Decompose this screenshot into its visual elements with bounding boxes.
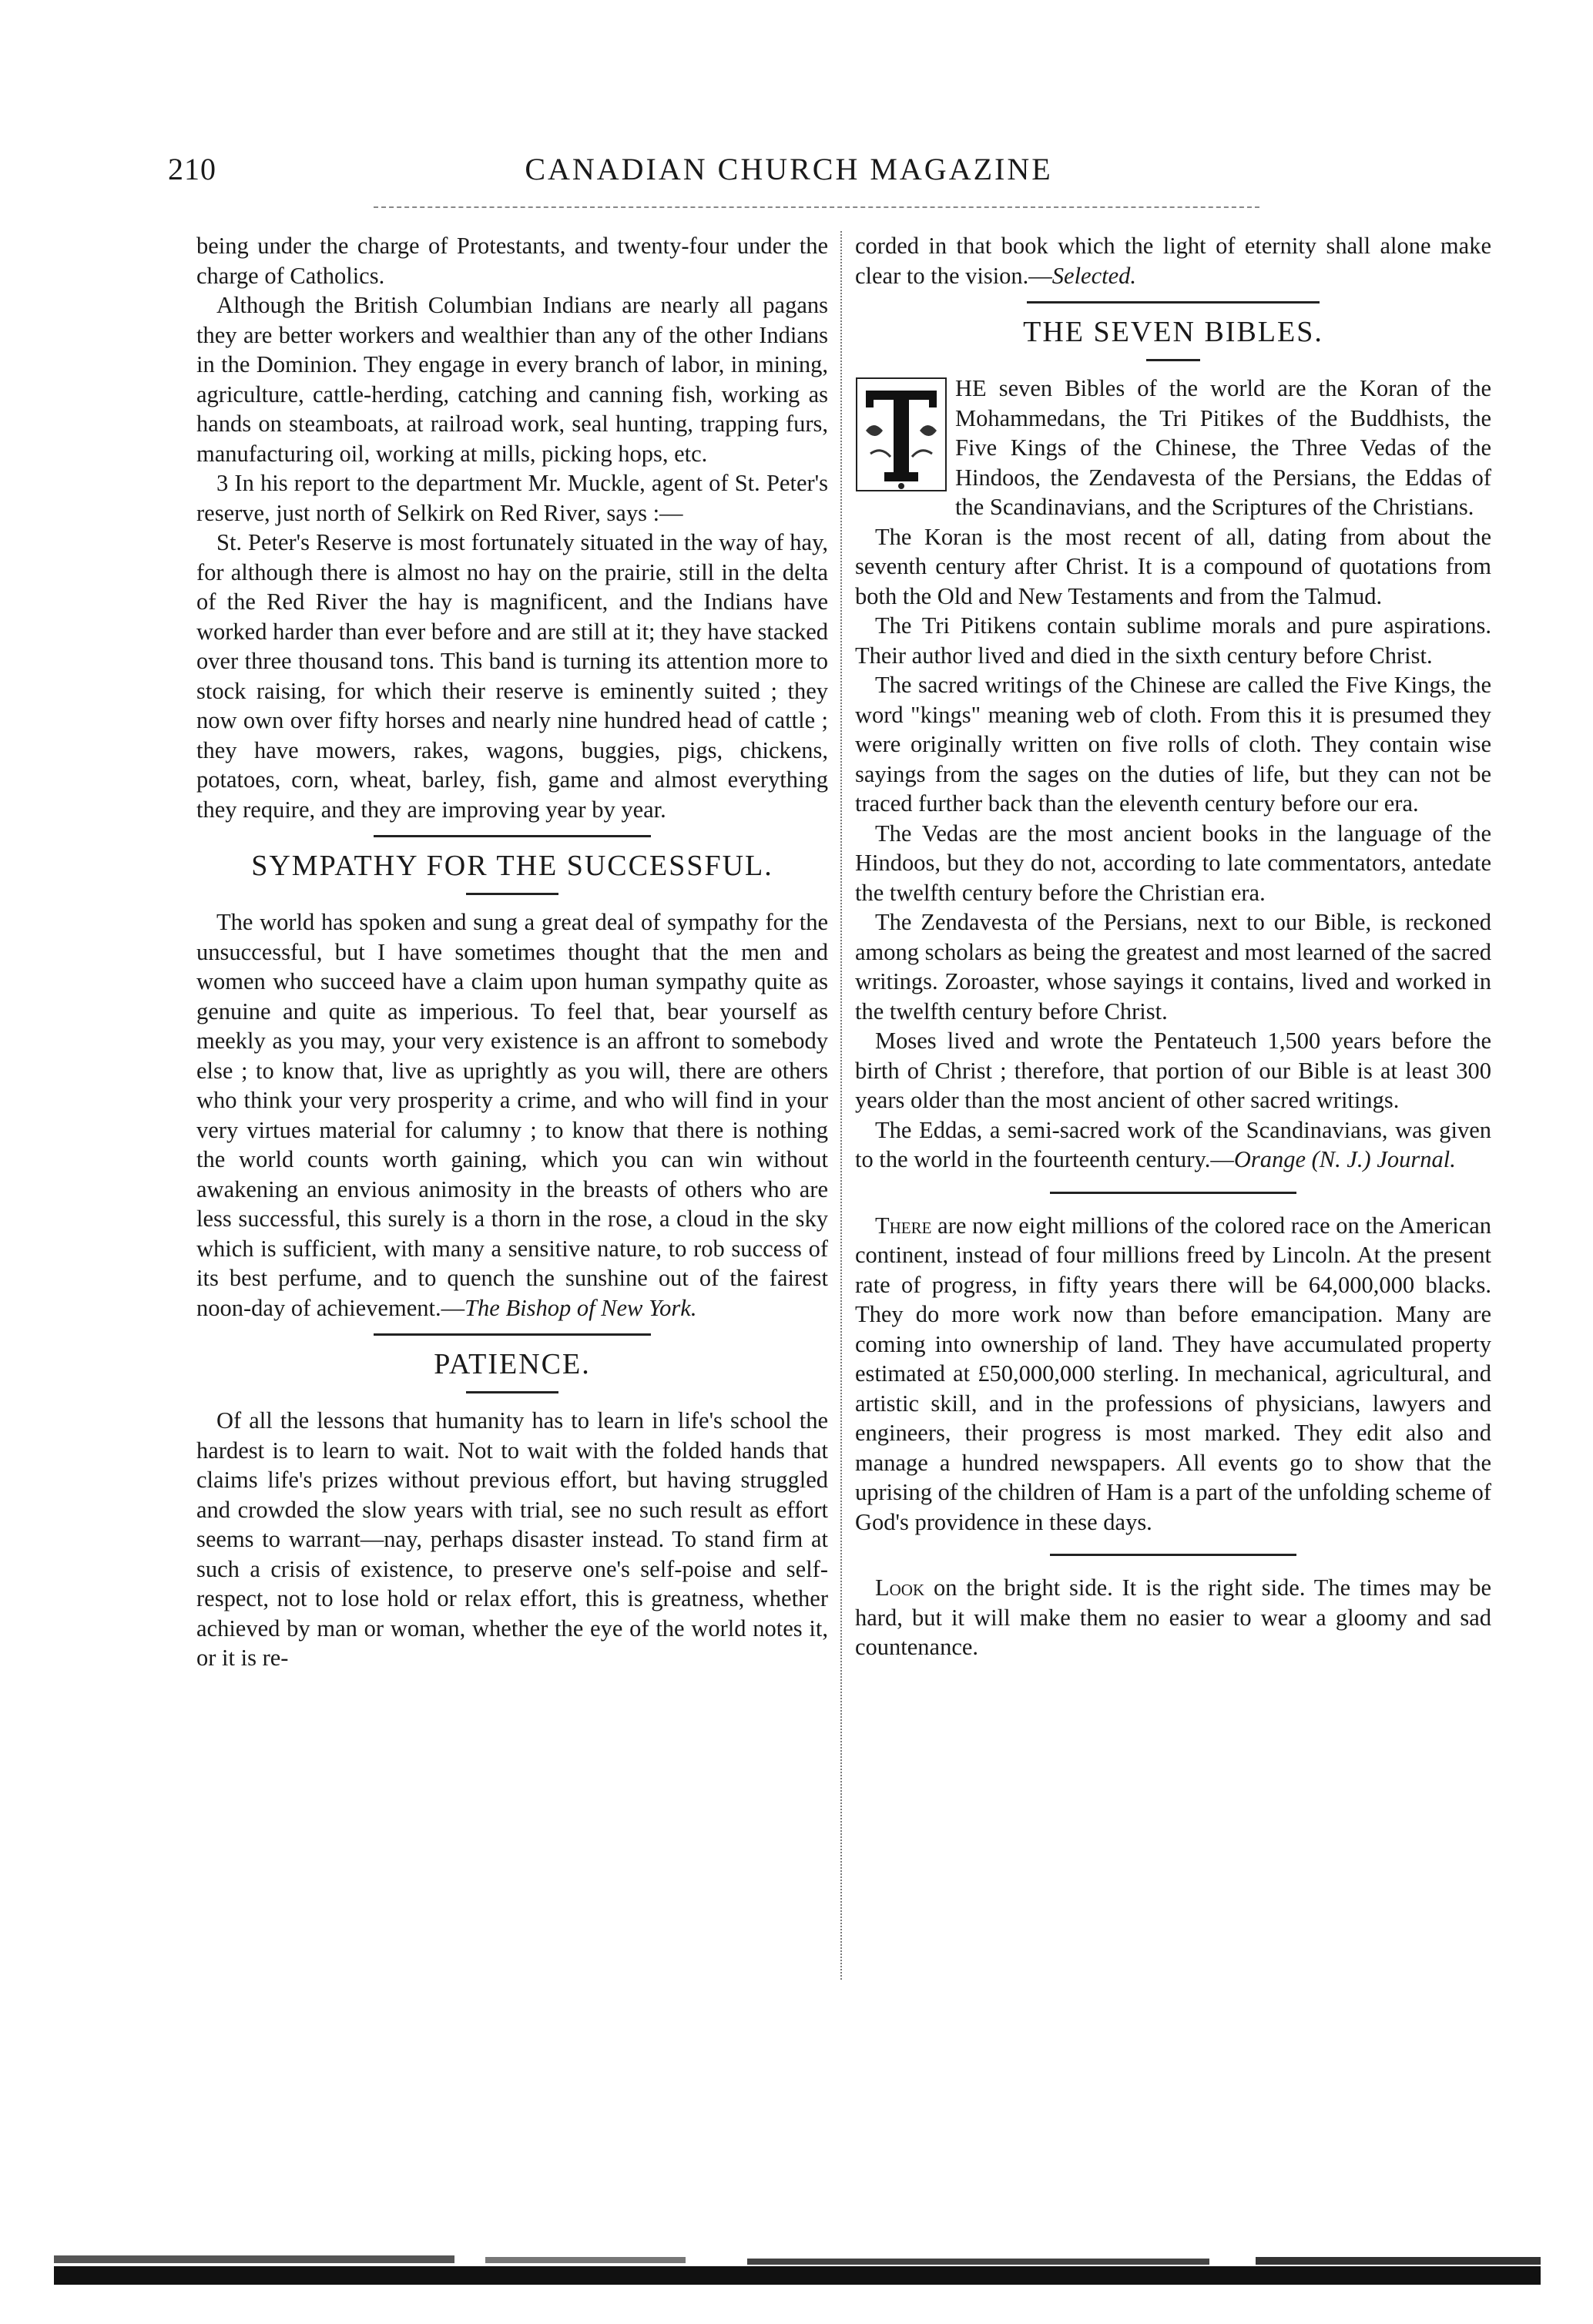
running-head	[168, 151, 1410, 197]
heading-rule	[1146, 359, 1200, 361]
section-rule	[374, 1333, 651, 1336]
right-column	[855, 231, 1491, 1662]
ornamental-initial-t-icon	[855, 377, 947, 492]
signature: Orange (N. J.) Journal.	[1233, 1146, 1456, 1172]
paragraph: Moses lived and wrote the Pentateuch 1,500 years before the birth of Christ ; therefore, that portion of our Bible is at least 300 years older than the most ancient of other sacred writings.	[855, 1028, 1491, 1113]
bright-text: on the bright side. It is the right side. The times may be hard, but it will make them no easier to wear a gloomy and sad countenance.	[855, 1574, 1491, 1660]
section-rule	[374, 835, 651, 837]
scan-edge-band	[54, 2254, 1541, 2285]
header-rule	[374, 206, 1259, 208]
paragraph	[855, 231, 1491, 290]
section-rule	[1050, 1192, 1296, 1194]
paragraph: HE seven Bibles of the world are the Koran of the Mohammedans, the Tri Pitikes of the Buddhists, the Five Kings of the Chinese, the Three Vedas of the Hindoos, the Zendavesta of the Persians, the Eddas of the Scandinavians, and the Scriptures of the Christians.	[955, 375, 1491, 520]
section-rule	[1050, 1554, 1296, 1556]
paragraph: St. Peter's Reserve is most fortunately situated in the way of hay, for although there is almost no hay on the prairie, still in the delta of the Red River the hay is magnificent, and the Indians have worked harder than ever before and are still at it; they have stacked over three thousand tons. This band is turning its attention more to stock raising, for which their reserve is eminently suited ; they now own over fifty horses and nearly nine hundred head of cattle ; they have mowers, rakes, wagons, buggies, pigs, chickens, potatoes, corn, wheat, barley, fish, game and almost everything they require, and they are improving year by year.	[196, 529, 828, 823]
signature: The Bishop of New York.	[464, 1294, 697, 1321]
paragraph: being under the charge of Protestants, and twenty-four under the charge of Catholics.	[196, 233, 828, 289]
article-heading-patience: PATIENCE.	[434, 1348, 591, 1380]
left-column	[196, 231, 828, 1673]
paragraph: The Tri Pitikens contain sublime morals and pure aspirations. Their author lived and died in the sixth century before Christ.	[855, 612, 1491, 669]
paragraph	[855, 1573, 1491, 1662]
race-text: are now eight millions of the colored race on the American continent, instead of four millions freed by Lincoln. At the present rate of progress, in fifty years there will be 64,000,000 blacks. They do more work now than before emancipation. Many are coming into ownership of land. They have accumulated property estimated at £50,000,000 sterling. In mechanical, agricultural, and artistic skill, and in the professions of physicians, lawyers and engineers, their progress is most marked. They edit also and manage a hundred newspapers. All events go to show that the uprising of the children of Ham is a part of the unfolding scheme of God's providence in these days.	[855, 1212, 1491, 1535]
page-number: 210	[168, 152, 216, 186]
paragraph	[855, 1115, 1491, 1175]
bibles-last-text: The Eddas, a semi-sacred work of the Scandinavians, was given to the world in the fourteenth century.—	[855, 1116, 1491, 1172]
paragraph	[855, 1211, 1491, 1538]
paragraph: Although the British Columbian Indians are nearly all pagans they are better workers and wealthier than any of the other Indians in the Dominion. They engage in every branch of labor, in mining, agriculture, cattle-herding, catching and canning fish, working as hands on steamboats, at railroad work, seal hunting, trapping furs, manufacturing oil, working at mills, picking hops, etc.	[196, 292, 828, 467]
lead-word: There	[875, 1212, 932, 1239]
continuation-text: corded in that book which the light of eternity shall alone make clear to the vision.—	[855, 233, 1491, 289]
heading-rule	[466, 1391, 558, 1393]
heading-rule	[466, 893, 558, 895]
paragraph	[196, 907, 828, 1323]
paragraph: 3 In his report to the department Mr. Muckle, agent of St. Peter's reserve, just north of Selkirk on Red River, says :—	[196, 470, 828, 526]
section-rule	[1027, 301, 1320, 303]
lead-word: Look	[875, 1574, 925, 1601]
article-heading-bibles: THE SEVEN BIBLES.	[1023, 316, 1323, 348]
signature: Selected.	[1051, 262, 1137, 289]
paragraph: The Koran is the most recent of all, dating from about the seventh century after Christ. It is a compound of quotations from both the Old and New Testaments and from the Talmud.	[855, 523, 1491, 609]
paragraph: The Zendavesta of the Persians, next to our Bible, is reckoned among scholars as being the greatest and most learned of the sacred writings. Zoroaster, whose sayings it contains, lived and worked in the twelfth century before Christ.	[855, 909, 1491, 1025]
article-heading-sympathy: SYMPATHY FOR THE SUCCESSFUL.	[251, 850, 773, 882]
paragraph: Of all the lessons that humanity has to learn in life's school the hardest is to learn to wait. Not to wait with the folded hands that claims life's prizes without previous effort, but having struggled and crowded the slow years with trial, see no such result as effort seems to warrant—nay, perhaps disaster instead. To stand firm at such a crisis of existence, to preserve one's self-poise and self-respect, not to lose hold or relax effort, this is greatness, whether achieved by man or woman, whether the eye of the world notes it, or it is re-	[196, 1407, 828, 1671]
column-divider	[840, 231, 842, 1980]
paragraph: The Vedas are the most ancient books in the language of the Hindoos, but they do not, according to late commentators, antedate the twelfth century before the Christian era.	[855, 820, 1491, 906]
magazine-title: CANADIAN CHURCH MAGAZINE	[525, 152, 1053, 186]
dropcap-paragraph	[855, 374, 1491, 522]
paragraph: The sacred writings of the Chinese are called the Five Kings, the word "kings" meaning web of cloth. From this it is presumed they were originally written on five rolls of cloth. They contain wise sayings from the sages on the duties of life, but they can not be traced further back than the eleventh century before our era.	[855, 672, 1491, 817]
sympathy-text: The world has spoken and sung a great deal of sympathy for the unsuccessful, but I have sometimes thought that the men and women who succeed have a claim upon human sympathy quite as genuine and quite as imperious. To feel that, bear yourself as meekly as you may, your very existence is an affront to somebody else ; to know that, live as uprightly as you will, there are others who think your very prosperity a crime, and who will find in your very virtues material for calumny ; to know that there is nothing the world counts worth gaining, which you can win without awakening an envious animosity in the breasts of others who are less successful, this surely is a thorn in the rose, a cloud in the sky which is sufficient, with many a sensitive nature, to rob success of its best perfume, and to quench the sunshine out of the fairest noon-day of achievement.—	[196, 909, 828, 1321]
